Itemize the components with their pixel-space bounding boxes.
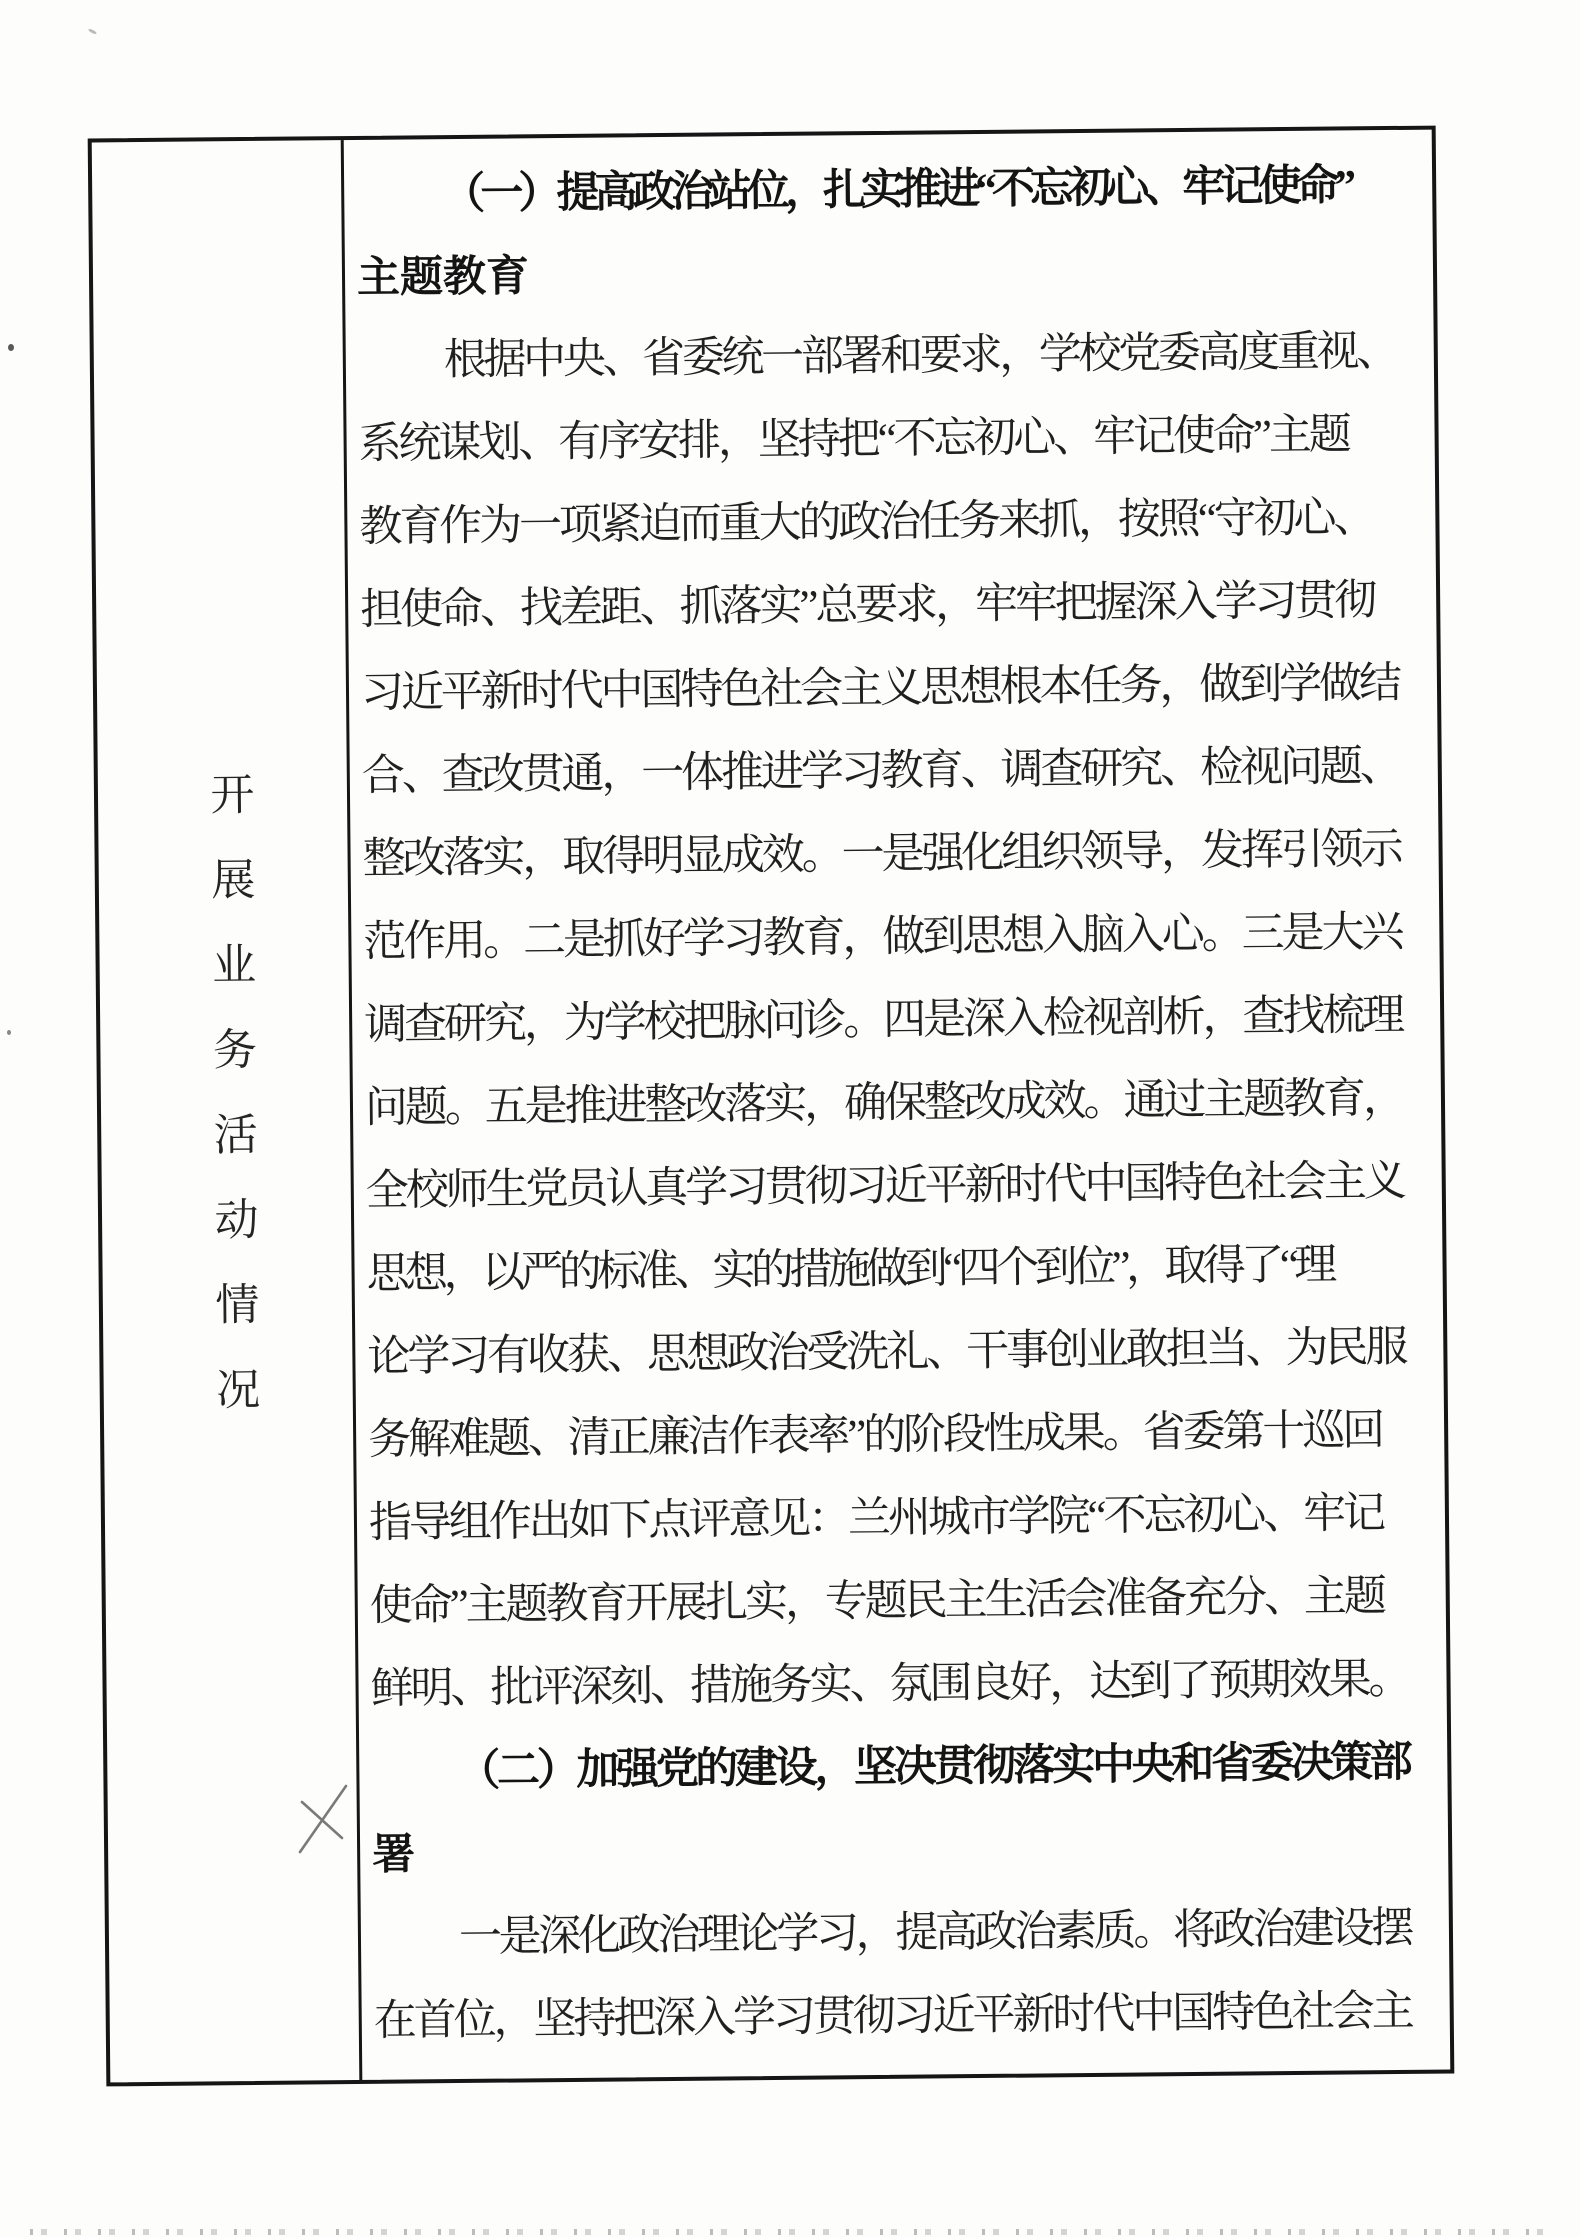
row-label: 开展业务活动情况 [203, 770, 259, 1452]
content-cell [344, 130, 1451, 2080]
section-heading-line: （一）提高政治站位，扎实推进“不忘初心、牢记使命” [442, 162, 1352, 219]
body-text-line: 教育作为一项紧迫而重大的政治任务来抓，按照“守初心、 [359, 494, 1374, 551]
body-text-line: 论学习有收获、思想政治受洗礼、干事创业敢担当、为民服 [367, 1323, 1406, 1381]
section-heading-line: 主题教育 [356, 253, 530, 302]
body-text-line: 调查研究，为学校把脉问诊。四是深入检视剖析，查找梳理 [363, 991, 1403, 1049]
body-text-line: 思想，以严的标准、实的措施做到“四个到位”，取得了“理 [366, 1241, 1333, 1298]
body-text-line: 根据中央、省委统一部署和要求，学校党委高度重视、 [443, 327, 1397, 385]
body-text-line: 全校师生党员认真学习贯彻习近平新时代中国特色社会主义 [365, 1157, 1404, 1215]
scan-speck [7, 1030, 11, 1035]
section-heading-line: （二）加强党的建设，坚决贯彻落实中央和省委决策部 [457, 1738, 1410, 1796]
section-heading-line: 署 [371, 1831, 416, 1879]
body-text-line: 系统谋划、有序安排，坚持把“不忘初心、牢记使命”主题 [358, 411, 1349, 468]
body-text-line: 范作用。二是抓好学习教育，做到思想入脑入心。三是大兴 [363, 908, 1402, 966]
body-text-line: 在首位，坚持把深入学习贯彻习近平新时代中国特色社会主 [373, 1987, 1412, 2045]
scan-noise-strip [30, 2229, 1560, 2235]
body-text-line: 指导组作出如下点评意见：兰州城市学院“不忘初心、牢记 [368, 1490, 1384, 1547]
body-text-line: 合、查改贯通，一体推进学习教育、调查研究、检视问题、 [361, 742, 1400, 800]
body-text-line: 整改落实，取得明显成效。一是强化组织领导，发挥引领示 [362, 825, 1401, 883]
body-text-line: 问题。五是推进整改落实，确保整改成效。通过主题教育， [364, 1074, 1404, 1132]
scan-speck [88, 28, 97, 35]
body-text-line: 担使命、找差距、抓落实”总要求，牢牢把握深入学习贯彻 [359, 577, 1375, 634]
body-text-line: 习近平新时代中国特色社会主义思想根本任务，做到学做结 [360, 659, 1400, 717]
body-text-line: 务解难题、清正廉洁作表率”的阶段性成果。省委第十巡回 [367, 1407, 1383, 1464]
body-text-line: 鲜明、批评深刻、措施务实、氛围良好，达到了预期效果。 [370, 1655, 1409, 1713]
body-text-line: 一是深化政治理论学习，提高政治素质。将政治建设摆 [458, 1904, 1412, 1962]
scan-speck [8, 344, 14, 351]
body-text-line: 使命”主题教育开展扎实，专题民主生活会准备充分、主题 [369, 1573, 1384, 1630]
pencil-cross-mark [288, 1776, 358, 1864]
